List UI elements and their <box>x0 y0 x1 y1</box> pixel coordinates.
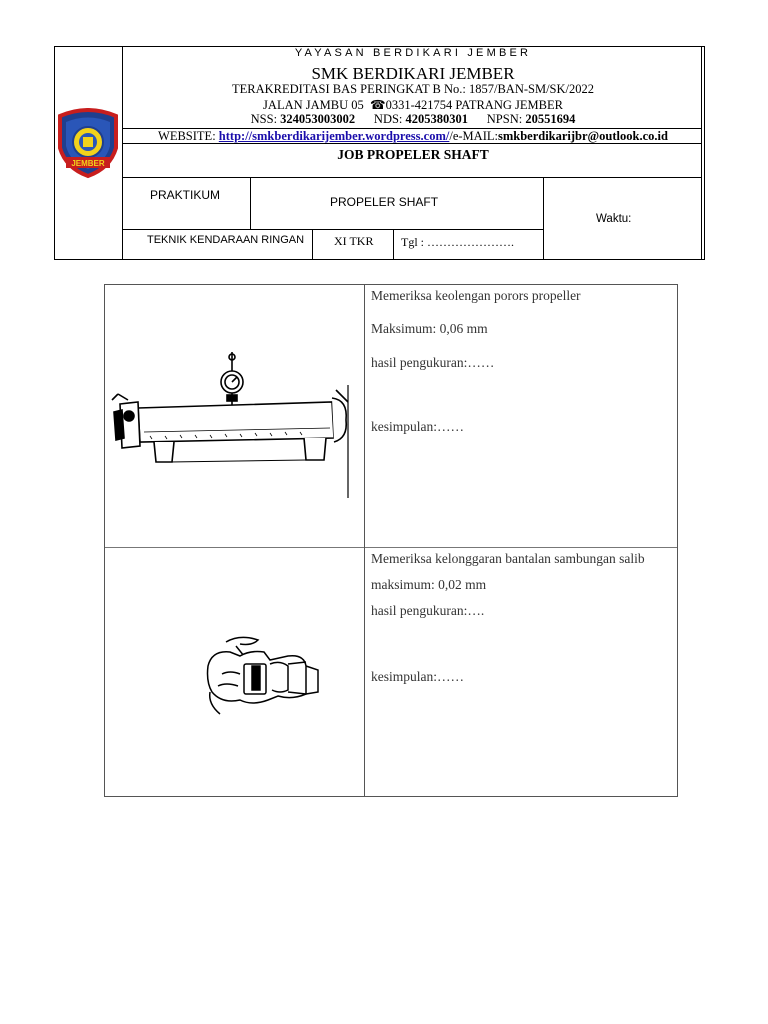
date-field[interactable]: Tgl : …………………. <box>401 235 514 249</box>
address-line <box>123 97 703 113</box>
task2-result: hasil pengukuran:…. <box>371 603 485 618</box>
topic: PROPELER SHAFT <box>330 195 439 209</box>
program-name: TEKNIK KENDARAAN RINGAN <box>147 234 305 246</box>
school-crest-icon <box>52 108 124 180</box>
accreditation: TERAKREDITASI BAS PERINGKAT B No.: 1857/BAN-SM/SK/2022 <box>232 82 594 96</box>
task2-conclusion: kesimpulan:…… <box>371 669 464 684</box>
nss-value: 324053003002 <box>280 112 356 126</box>
website-link[interactable]: http://smkberdikarijember.wordpress.com/ <box>218 129 450 143</box>
nss-label: NSS: <box>250 112 278 126</box>
propeller-shaft-dial-indicator-figure <box>110 350 355 500</box>
contact-line: WEBSITE: http://smkberdikarijember.wordpress.com//e-MAIL:smkberdikarijbr@outlook.co.id <box>158 129 668 143</box>
phone: 0331-421754 <box>385 98 453 112</box>
universal-joint-check-figure <box>200 630 350 720</box>
task2-title: Memeriksa kelonggaran bantalan sambungan salib <box>371 551 645 566</box>
address: JALAN JAMBU 05 <box>263 98 364 112</box>
npsn-value: 20551694 <box>525 112 576 126</box>
class-name: XI TKR <box>334 234 374 248</box>
foundation-name: YAYASAN BERDIKARI JEMBER <box>294 47 532 59</box>
logo-text: JEMBER <box>71 159 105 168</box>
nds-label: NDS: <box>373 112 403 126</box>
city: PATRANG JEMBER <box>455 98 563 112</box>
school-ids <box>123 112 703 127</box>
website-label: WEBSITE: <box>158 129 216 143</box>
praktikum-label: PRAKTIKUM <box>150 188 221 202</box>
npsn-label: NPSN: <box>486 112 523 126</box>
email-value[interactable]: smkberdikarijbr@outlook.co.id <box>497 129 668 143</box>
waktu-label: Waktu: <box>596 213 632 225</box>
task2-limit: maksimum: 0,02 mm <box>371 577 487 592</box>
email-label: e-MAIL: <box>452 129 498 143</box>
task1-title: Memeriksa keolengan porors propeller <box>371 288 581 303</box>
school-name: SMK BERDIKARI JEMBER <box>311 64 515 83</box>
job-title: JOB PROPELER SHAFT <box>337 147 489 162</box>
nds-value: 4205380301 <box>405 112 469 126</box>
task1-result: hasil pengukuran:…… <box>371 355 495 370</box>
phone-icon: ☎ <box>370 98 386 112</box>
task1-limit: Maksimum: 0,06 mm <box>371 321 488 336</box>
school-logo <box>52 108 124 180</box>
task1-conclusion: kesimpulan:…… <box>371 419 464 434</box>
